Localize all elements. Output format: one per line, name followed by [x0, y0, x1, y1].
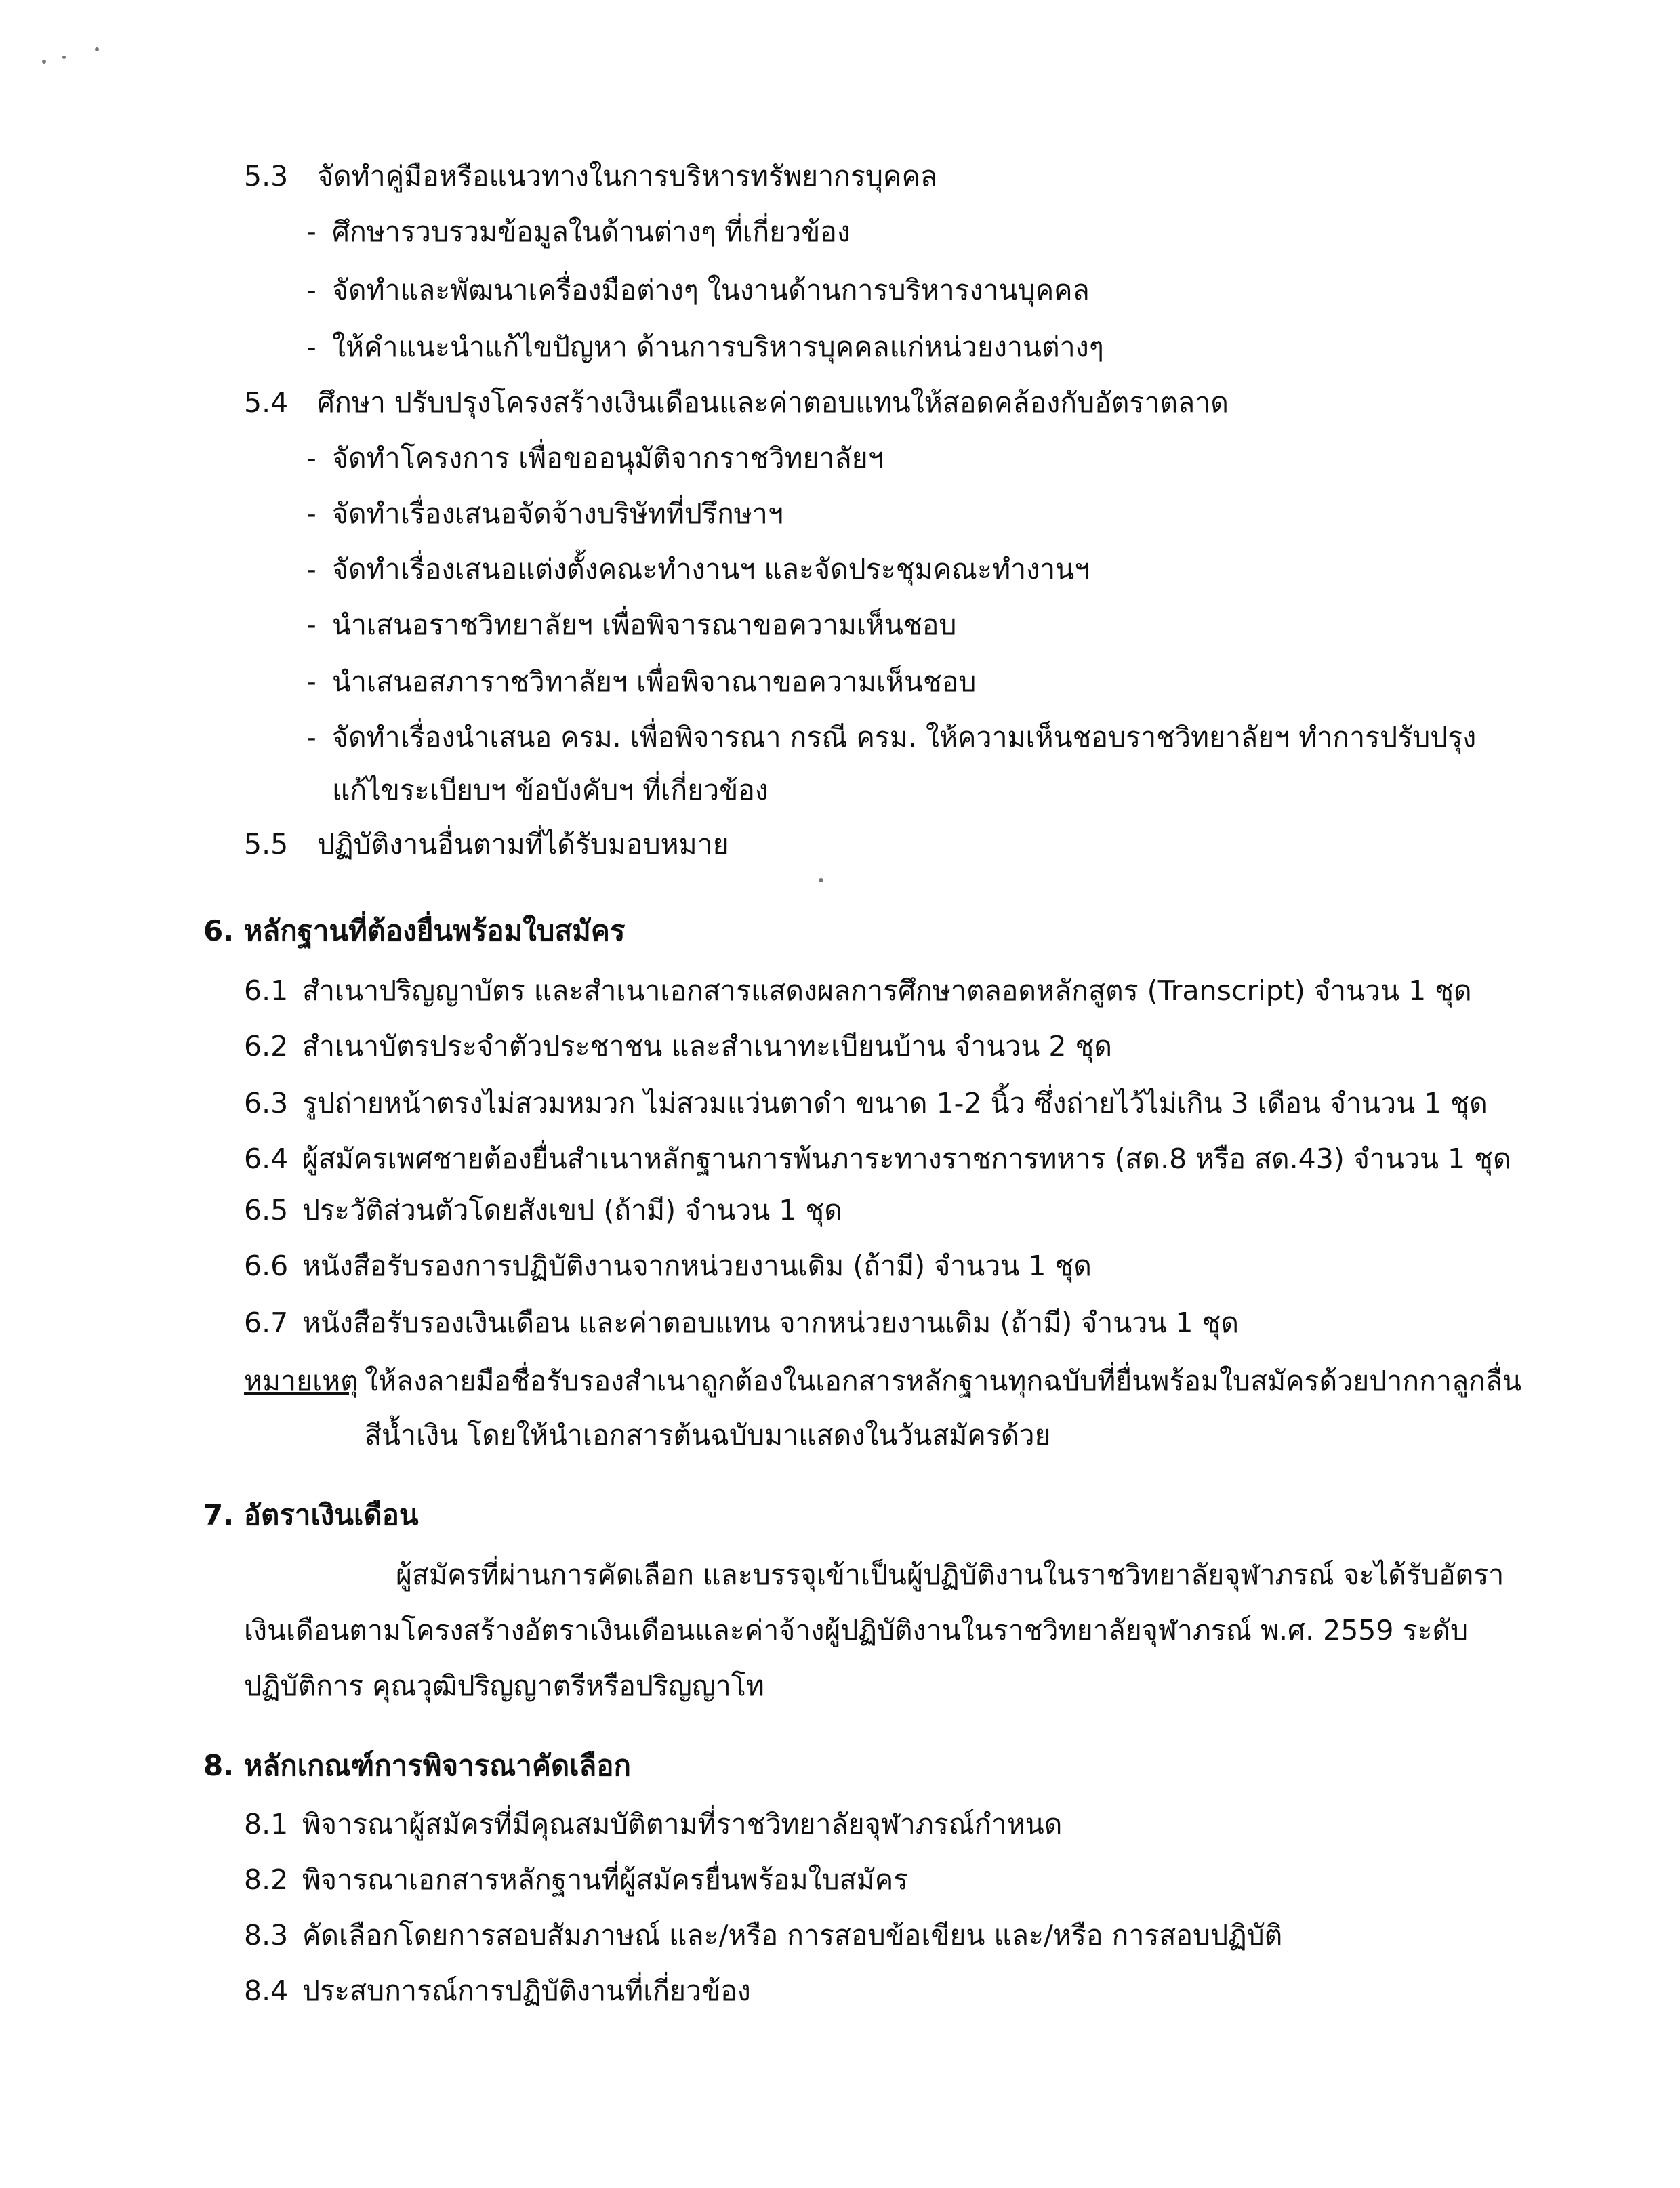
item-text: ประสบการณ์การปฏิบัติงานที่เกี่ยวข้อง	[302, 1975, 751, 2007]
section-heading: 6. หลักฐานที่ต้องยื่นพร้อมใบสมัคร	[203, 914, 626, 947]
item-number: 8.4	[244, 1975, 289, 2007]
item-number: 8.2	[244, 1863, 289, 1896]
item-number: 6.4	[244, 1142, 289, 1175]
item-text: รูปถ่ายหน้าตรงไม่สวมหมวก ไม่สวมแว่นตาดำ ขนาด 1-2 นิ้ว ซึ่งถ่ายไว้ไม่เกิน 3 เดือน จำนวน 1 ชุด	[302, 1087, 1488, 1119]
bullet-text: ให้คำแนะนำแก้ไขปัญหา ด้านการบริหารบุคคลแก่หน่วยงานต่างๆ	[332, 331, 1104, 363]
bullet-mark: -	[306, 721, 316, 754]
item-text: ศึกษา ปรับปรุงโครงสร้างเงินเดือนและค่าตอบแทนให้สอดคล้องกับอัตราตลาด	[317, 386, 1229, 419]
item-text: ผู้สมัครเพศชายต้องยื่นสำเนาหลักฐานการพ้นภาระทางราชการทหาร (สด.8 หรือ สด.43) จำนวน 1 ชุด	[302, 1142, 1511, 1175]
item-number: 6.2	[244, 1030, 289, 1062]
bullet-text: จัดทำเรื่องนำเสนอ ครม. เพื่อพิจารณา กรณี ครม. ให้ความเห็นชอบราชวิทยาลัยฯ ทำการปรับปรุง	[332, 721, 1477, 754]
scan-speck	[62, 56, 66, 59]
item-number: 6.5	[244, 1194, 289, 1226]
item-number: 6.3	[244, 1087, 289, 1119]
bullet-text: จัดทำและพัฒนาเครื่องมือต่างๆ ในงานด้านการบริหารงานบุคคล	[332, 274, 1090, 306]
item-number: 6.7	[244, 1306, 289, 1339]
bullet-text: จัดทำเรื่องเสนอจัดจ้างบริษัทที่ปรึกษาฯ	[332, 497, 783, 530]
item-text: คัดเลือกโดยการสอบสัมภาษณ์ และ/หรือ การสอบข้อเขียน และ/หรือ การสอบปฏิบัติ	[302, 1919, 1283, 1952]
item-text: พิจารณาเอกสารหลักฐานที่ผู้สมัครยื่นพร้อมใบสมัคร	[302, 1863, 909, 1896]
item-text: ปฏิบัติงานอื่นตามที่ได้รับมอบหมาย	[317, 828, 729, 861]
item-number: 5.5	[244, 828, 289, 861]
item-text: สำเนาบัตรประจำตัวประชาชน และสำเนาทะเบียนบ้าน จำนวน 2 ชุด	[302, 1030, 1113, 1062]
bullet-mark: -	[306, 553, 316, 585]
note-label: หมายเหตุ	[244, 1365, 358, 1397]
bullet-text: จัดทำเรื่องเสนอแต่งตั้งคณะทำงานฯ และจัดประชุมคณะทำงานฯ	[332, 553, 1090, 585]
section-heading: 7. อัตราเงินเดือน	[203, 1498, 419, 1531]
item-text: ประวัติส่วนตัวโดยสังเขป (ถ้ามี) จำนวน 1 ชุด	[302, 1194, 842, 1226]
item-number: 6.6	[244, 1250, 289, 1282]
bullet-text-continuation: แก้ไขระเบียบฯ ข้อบังคับฯ ที่เกี่ยวข้อง	[332, 774, 769, 806]
paragraph-line: ปฏิบัติการ คุณวุฒิปริญญาตรีหรือปริญญาโท	[244, 1670, 764, 1702]
bullet-mark: -	[306, 665, 316, 698]
scan-speck	[42, 60, 46, 64]
bullet-mark: -	[306, 497, 316, 530]
item-number: 5.4	[244, 386, 289, 419]
bullet-mark: -	[306, 215, 316, 248]
bullet-mark: -	[306, 274, 316, 306]
item-number: 5.3	[244, 160, 289, 192]
paragraph-line: ผู้สมัครที่ผ่านการคัดเลือก และบรรจุเข้าเป็นผู้ปฏิบัติงานในราชวิทยาลัยจุฬาภรณ์ จะได้รับอัตรา	[396, 1559, 1504, 1591]
bullet-text: นำเสนอสภาราชวิทาลัยฯ เพื่อพิจาณาขอความเห็นชอบ	[332, 665, 977, 698]
scan-speck	[95, 47, 99, 51]
bullet-text: จัดทำโครงการ เพื่อขออนุมัติจากราชวิทยาลัยฯ	[332, 442, 884, 474]
bullet-text: นำเสนอราชวิทยาลัยฯ เพื่อพิจารณาขอความเห็นชอบ	[332, 608, 957, 641]
item-text: สำเนาปริญญาบัตร และสำเนาเอกสารแสดงผลการศึกษาตลอดหลักสูตร (Transcript) จำนวน 1 ชุด	[302, 974, 1472, 1007]
item-text: หนังสือรับรองเงินเดือน และค่าตอบแทน จากหน่วยงานเดิม (ถ้ามี) จำนวน 1 ชุด	[302, 1306, 1239, 1339]
item-text: จัดทำคู่มือหรือแนวทางในการบริหารทรัพยากรบุคคล	[317, 160, 937, 192]
item-number: 6.1	[244, 974, 289, 1007]
item-number: 8.3	[244, 1919, 289, 1952]
item-text: หนังสือรับรองการปฏิบัติงานจากหน่วยงานเดิม (ถ้ามี) จำนวน 1 ชุด	[302, 1250, 1092, 1282]
paragraph-line: เงินเดือนตามโครงสร้างอัตราเงินเดือนและค่าจ้างผู้ปฏิบัติงานในราชวิทยาลัยจุฬาภรณ์ พ.ศ. 2559 ระดับ	[244, 1614, 1469, 1647]
bullet-text: ศึกษารวบรวมข้อมูลในด้านต่างๆ ที่เกี่ยวข้อง	[332, 215, 851, 248]
scan-speck	[819, 878, 823, 882]
item-number: 8.1	[244, 1808, 289, 1840]
bullet-mark: -	[306, 608, 316, 641]
item-text: พิจารณาผู้สมัครที่มีคุณสมบัติตามที่ราชวิทยาลัยจุฬาภรณ์กำหนด	[302, 1808, 1063, 1840]
note-text-continuation: สีน้ำเงิน โดยให้นำเอกสารต้นฉบับมาแสดงในวันสมัครด้วย	[365, 1419, 1051, 1451]
section-heading: 8. หลักเกณฑ์การพิจารณาคัดเลือก	[203, 1749, 631, 1782]
bullet-mark: -	[306, 331, 316, 363]
note-text: ให้ลงลายมือชื่อรับรองสำเนาถูกต้องในเอกสารหลักฐานทุกฉบับที่ยื่นพร้อมใบสมัครด้วยปากกาลูกลื่น	[365, 1365, 1522, 1397]
bullet-mark: -	[306, 442, 316, 474]
